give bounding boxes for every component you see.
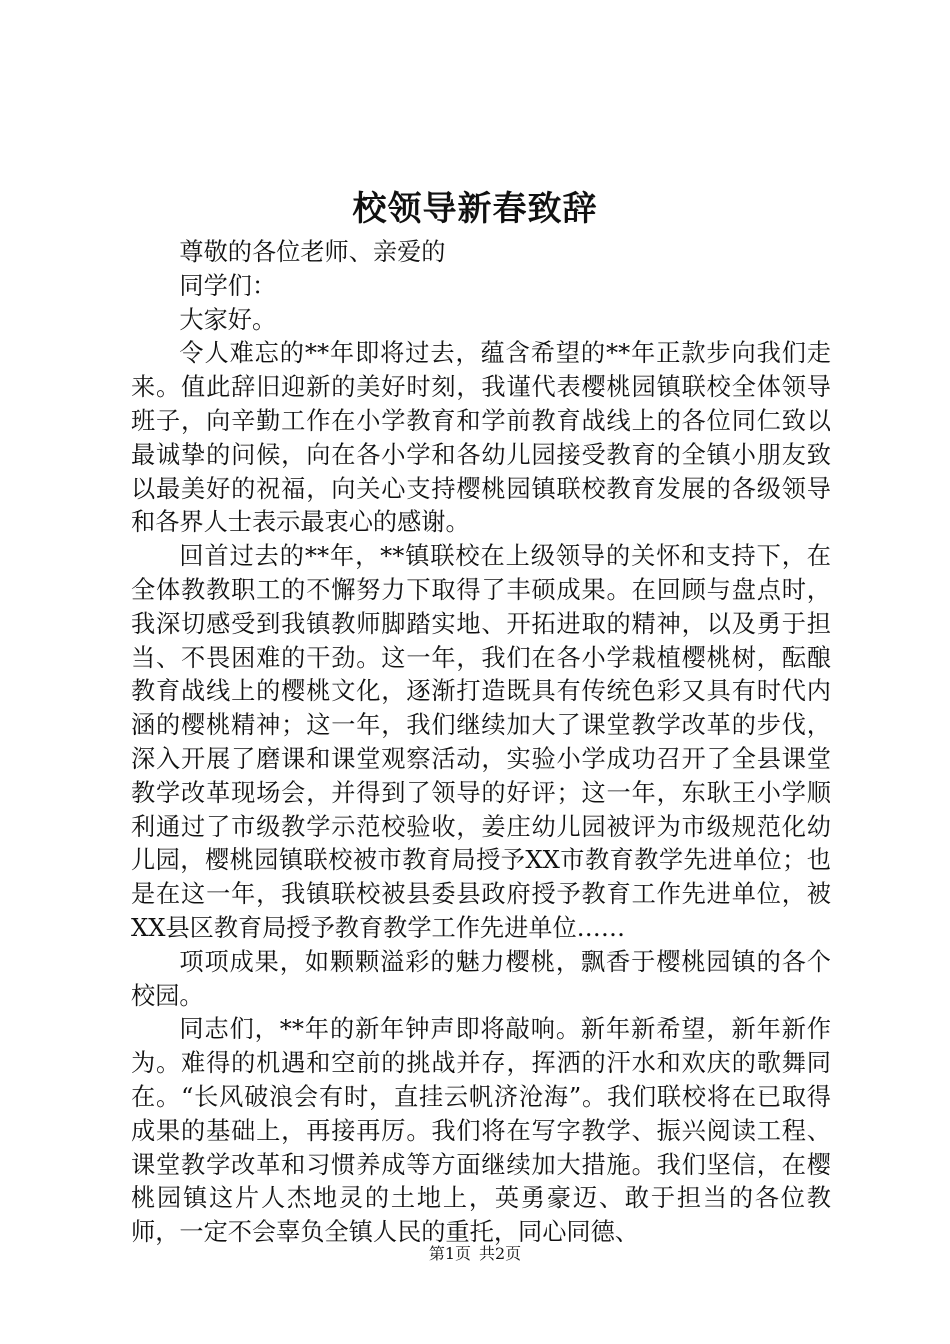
- greeting-line: 大家好。: [179, 305, 277, 334]
- salutation-line-1: 尊敬的各位老师、亲爱的: [179, 238, 446, 266]
- paragraph-review: 回首过去的**年，**镇联校在上级领导的关怀和支持下，在全体教教职工的不懈努力下取得了丰硕成果。在回顾与盘点时，我深切感受到我镇教师脚踏实地、开拓进取的精神，以及勇于担当、不畏困难的干劲。这一年，我们在各小学栽植樱桃树，酝酿教育战线上的樱桃文化，逐渐打造既具有传统色彩又具有时代内涵的樱桃精神；这一年，我们继续加大了课堂教学改革的步伐，深入开展了磨课和课堂观察活动，实验小学成功召开了全县课堂教学改革现场会，并得到了领导的好评；这一年，东耿王小学顺利通过了市级教学示范校验收，姜庄幼儿园被评为市级规范化幼儿园，樱桃园镇联校被市教育局授予XX市教育教学先进单位；也是在这一年，我镇联校被县委县政府授予教育工作先进单位，被XX县区教育局授予教育教学工作先进单位……: [131, 542, 831, 942]
- paragraph-achievements: 项项成果，如颗颗溢彩的魅力樱桃，飘香于樱桃园镇的各个校园。: [131, 947, 831, 1010]
- paragraph-outlook: 同志们，**年的新年钟声即将敲响。新年新希望，新年新作为。难得的机遇和空前的挑战并存，挥洒的汗水和欢庆的歌舞同在。“长风破浪会有时，直挂云帆济沧海”。我们联校将在已取得成果的基础上，再接再厉。我们将在写字教学、振兴阅读工程、课堂教学改革和习惯养成等方面继续加大措施。我们坚信，在樱桃园镇这片人杰地灵的土地上，英勇豪迈、敢于担当的各位教师，一定不会辜负全镇人民的重托，同心同德、: [131, 1015, 831, 1247]
- document-title: 校领导新春致辞: [352, 189, 598, 229]
- page-footer: [0, 1243, 950, 1265]
- paragraph-opening: 令人难忘的**年即将过去，蕴含希望的**年正款步向我们走来。值此辞旧迎新的美好时刻，我谨代表樱桃园镇联校全体领导班子，向辛勤工作在小学教育和学前教育战线上的各位同仁致以最诚挚的问候，向在各小学和各幼儿园接受教育的全镇小朋友致以最美好的祝福，向关心支持樱桃园镇联校教育发展的各级领导和各界人士表示最衷心的感谢。: [131, 339, 831, 537]
- page-total: 共2页: [479, 1244, 522, 1263]
- document-body: [131, 236, 831, 1250]
- salutation-line-2: 同学们：: [179, 271, 277, 300]
- page-number: 第1页: [428, 1244, 471, 1263]
